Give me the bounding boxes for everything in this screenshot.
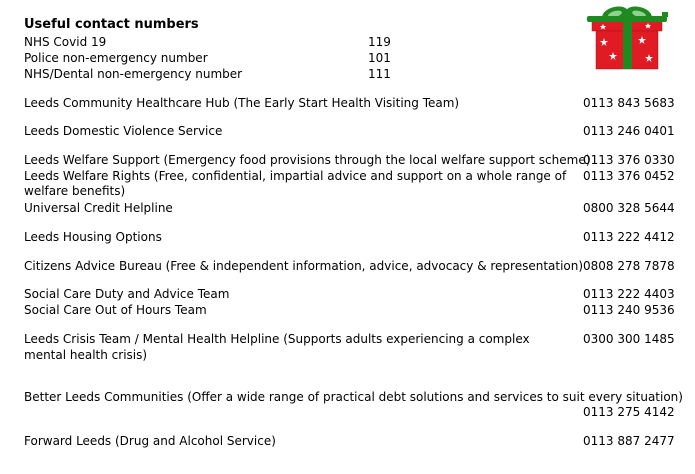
- short-number-value: 111: [368, 67, 391, 81]
- contact-label: Citizens Advice Bureau (Free & independent information, advice, advocacy & representation): [24, 259, 584, 273]
- contact-number: 0113 222 4412: [583, 230, 675, 244]
- contact-number: 0808 278 7878: [583, 259, 675, 273]
- contact-label-continued: welfare benefits): [24, 184, 126, 198]
- contact-number: 0113 275 4142: [583, 405, 675, 419]
- contact-label: Forward Leeds (Drug and Alcohol Service): [24, 434, 276, 448]
- contact-label: Social Care Duty and Advice Team: [24, 287, 230, 301]
- short-number-label: Police non-emergency number: [24, 51, 208, 65]
- contact-number: 0113 240 9536: [583, 303, 675, 317]
- contact-label-continued: mental health crisis): [24, 348, 148, 362]
- contact-number: 0300 300 1485: [583, 332, 675, 346]
- short-number-label: NHS Covid 19: [24, 35, 107, 49]
- contact-label: Better Leeds Communities (Offer a wide range of practical debt solutions and services to suit every situation): [24, 390, 683, 404]
- contact-label: Leeds Welfare Support (Emergency food provisions through the local welfare support scheme): [24, 153, 591, 167]
- contact-label: Leeds Community Healthcare Hub (The Early Start Health Visiting Team): [24, 96, 460, 110]
- contact-number: 0113 843 5683: [583, 96, 675, 110]
- contact-label: Leeds Domestic Violence Service: [24, 124, 223, 138]
- contact-label: Leeds Crisis Team / Mental Health Helpline (Supports adults experiencing a complex: [24, 332, 530, 346]
- gift-icon: [584, 2, 670, 70]
- contact-label: Leeds Housing Options: [24, 230, 162, 244]
- short-number-value: 119: [368, 35, 391, 49]
- contact-label: Leeds Welfare Rights (Free, confidential, impartial advice and support on a whole range of: [24, 169, 567, 183]
- contact-number: 0113 887 2477: [583, 434, 675, 448]
- contact-number: 0113 376 0452: [583, 169, 675, 183]
- page-title: Useful contact numbers: [24, 17, 199, 32]
- short-number-value: 101: [368, 51, 391, 65]
- contact-number: 0800 328 5644: [583, 201, 675, 215]
- contact-label: Universal Credit Helpline: [24, 201, 173, 215]
- contact-number: 0113 376 0330: [583, 153, 675, 167]
- short-number-label: NHS/Dental non-emergency number: [24, 67, 243, 81]
- contact-number: 0113 222 4403: [583, 287, 675, 301]
- contact-number: 0113 246 0401: [583, 124, 675, 138]
- contact-label: Social Care Out of Hours Team: [24, 303, 207, 317]
